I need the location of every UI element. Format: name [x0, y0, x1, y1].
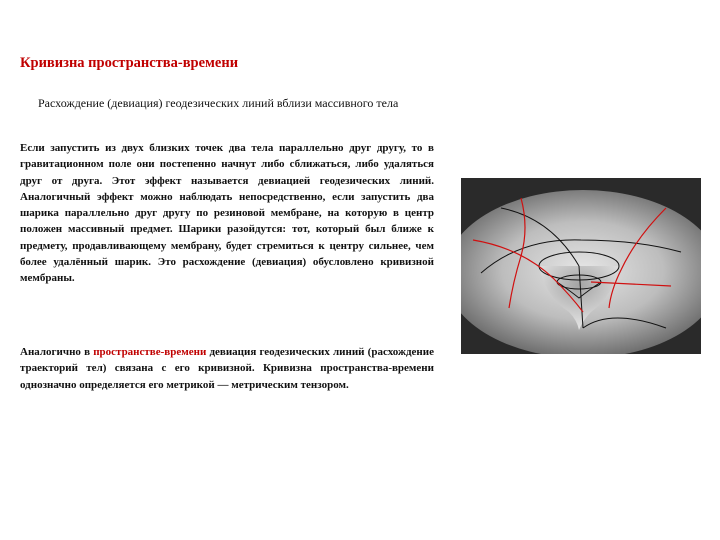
paragraph-text-after: девиация геодезических линий (расхождение траекторий тел) связана с его кривизной. Кривизна пространства-времени однозначно определяется его метрикой — метрическим тензором. — [20, 346, 434, 391]
slide-subtitle: Расхождение (девиация) геодезических линий вблизи массивного тела — [38, 96, 399, 110]
membrane-illustration — [461, 178, 701, 354]
paragraph-spacetime-curvature — [20, 344, 434, 393]
paragraph-geodesic-deviation: Если запустить из двух близких точек два тела параллельно друг другу, то в гравитационном поле они постепенно начнут либо сближаться, либо удаляться друг от друга. Этот эффект называется девиацией геодезических линий. Аналогичный эффект можно наблюдать непосредственно, если запустить два шарика параллельно друг другу по резиновой мембране, на которую в центр положен массивный предмет. Шарики разойдутся: тот, который был ближе к предмету, продавливающему мембрану, будет стремиться к центру сильнее, чем более удалённый шарик. Это расхождение (девиация) обусловлено кривизной мембраны. — [20, 142, 434, 285]
slide-title: Кривизна пространства-времени — [20, 55, 239, 71]
paragraph-text-before: Аналогично в — [20, 346, 94, 358]
spacetime-link[interactable]: пространстве-времени — [93, 346, 207, 358]
curved-membrane-image — [461, 178, 701, 354]
